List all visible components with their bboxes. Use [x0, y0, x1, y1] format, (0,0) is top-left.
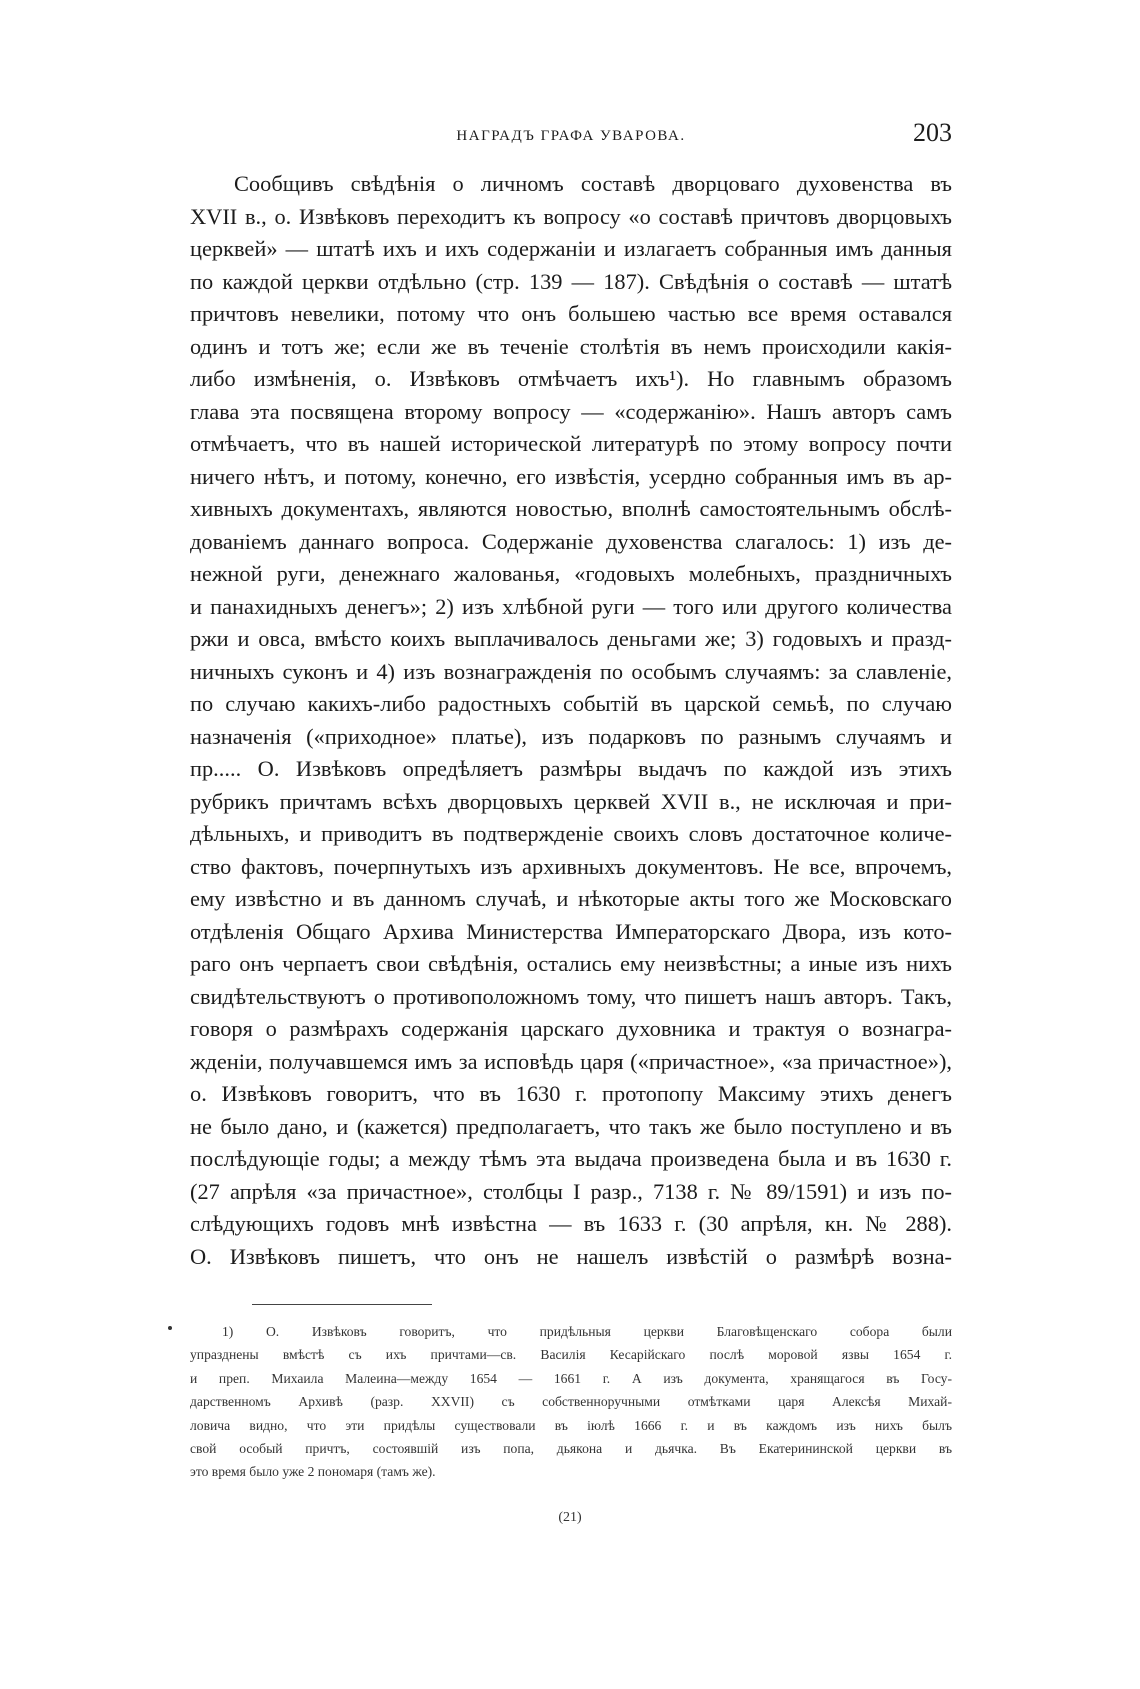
page-number: 203 — [913, 118, 952, 147]
body-line: (27 апрѣля «за причастное», столбцы І разр., 7138 г. № 89/1591) и изъ по- — [190, 1178, 952, 1204]
body-line: либо измѣненія, о. Извѣковъ отмѣчаетъ ихъ¹). Но главнымъ образомъ — [190, 366, 952, 391]
running-head — [190, 118, 952, 152]
body-line: раго онъ черпаетъ свои свѣдѣнія, остались ему неизвѣстны; а иные изъ нихъ — [190, 951, 952, 976]
body-text — [190, 168, 952, 1273]
running-title: НАГРАДЪ ГРАФА УВАРОВА. — [456, 128, 686, 144]
footnote-line: ловича видно, что эти придѣлы существовали въ іюлѣ 1666 г. и въ каждомъ изъ нихъ былъ — [190, 1417, 952, 1433]
body-line: и панахидныхъ денегъ»; 2) изъ хлѣбной руги — того или другого количества — [190, 593, 952, 619]
body-line: ничего нѣтъ, и потому, конечно, его извѣстія, усердно собранныя имъ въ ар- — [190, 463, 952, 489]
body-line: О. Извѣковъ пишетъ, что онъ не нашелъ извѣстій о размѣрѣ возна- — [190, 1243, 952, 1269]
body-line: о. Извѣковъ говоритъ, что въ 1630 г. протопопу Максиму этихъ денегъ — [190, 1081, 952, 1106]
footnote-line: и преп. Михаила Малеина—между 1654 — 1661 г. А изъ документа, хранящагося въ Госу- — [190, 1370, 952, 1386]
body-line: не было дано, и (кажется) предполагаетъ, что такъ же было поступлено и въ — [190, 1113, 952, 1139]
footnote-line: 1) О. Извѣковъ говоритъ, что придѣльныя церкви Благовѣщенскаго собора были — [222, 1324, 952, 1339]
footnote-line: свой особый причтъ, состоявшій изъ попа, дьякона и дьячка. Въ Екатерининской церкви въ — [190, 1440, 952, 1456]
body-line: отдѣленія Общаго Архива Министерства Императорскаго Двора, изъ кото- — [190, 918, 952, 944]
body-line: свидѣтельствуютъ о противоположномъ тому, что пишетъ нашъ авторъ. Такъ, — [190, 983, 952, 1009]
body-line: церквей» — штатѣ ихъ и ихъ содержаніи и излагаетъ собранныя имъ данныя — [190, 236, 952, 261]
body-line: пр..... О. Извѣковъ опредѣляетъ размѣры выдачъ по каждой изъ этихъ — [190, 756, 952, 781]
body-line: одинъ и тотъ же; если же въ теченіе столѣтія въ немъ происходили какія- — [190, 333, 952, 359]
body-line: ему извѣстно и въ данномъ случаѣ, и нѣкоторые акты того же Московскаго — [190, 886, 952, 911]
printer-signature: (21) — [558, 1510, 582, 1525]
body-line: ничныхъ суконъ и 4) изъ вознагражденія по особымъ случаямъ: за славленіе, — [190, 658, 952, 684]
body-line: Сообщивъ свѣдѣнія о личномъ составѣ дворцоваго духовенства въ — [234, 171, 952, 196]
body-line: говоря о размѣрахъ содержанія царскаго духовника и трактуя о вознагра- — [190, 1016, 952, 1041]
body-line: глава эта посвящена второму вопросу — «содержанію». Нашъ авторъ самъ — [190, 398, 952, 424]
body-line: послѣдующіе годы; а между тѣмъ эта выдача произведена была и въ 1630 г. — [190, 1146, 952, 1171]
body-line: по каждой церкви отдѣльно (стр. 139 — 187). Свѣдѣнія о составѣ — штатѣ — [190, 268, 952, 294]
body-line: рубрикъ причтамъ всѣхъ дворцовыхъ церквей XVII в., не исключая и при- — [190, 788, 952, 814]
footnote-rule — [252, 1304, 432, 1305]
body-line: XVII в., о. Извѣковъ переходитъ къ вопросу «о составѣ причтовъ дворцовыхъ — [190, 203, 952, 229]
body-line: по случаю какихъ-либо радостныхъ событій въ царской семьѣ, по случаю — [190, 691, 952, 716]
body-line: отмѣчаетъ, что въ нашей исторической литературѣ по этому вопросу почти — [190, 431, 952, 456]
body-line: дованіемъ даннаго вопроса. Содержаніе духовенства слагалось: 1) изъ де- — [190, 528, 952, 554]
body-line: нежной руги, денежнаго жалованья, «годовыхъ молебныхъ, праздничныхъ — [190, 561, 952, 586]
body-line: слѣдующихъ годовъ мнѣ извѣстна — въ 1633 г. (30 апрѣля, кн. № 288). — [190, 1211, 952, 1236]
body-line: дѣльныхъ, и приводитъ въ подтвержденіе своихъ словъ достаточное количе- — [190, 821, 952, 846]
body-line: ржи и овса, вмѣсто коихъ выплачивалось деньгами же; 3) годовыхъ и празд- — [190, 626, 952, 651]
body-line: ство фактовъ, почерпнутыхъ изъ архивныхъ документовъ. Не все, впрочемъ, — [190, 853, 952, 879]
footnote-line: дарственномъ Архивѣ (разр. XXVII) съ собственноручными отмѣтками царя Алексѣя Михай- — [190, 1394, 952, 1410]
footnote-line: это время было уже 2 пономаря (тамъ же). — [190, 1464, 436, 1480]
footnote-marker-dot — [168, 1326, 172, 1330]
body-line: жденіи, получавшемся имъ за исповѣдь царя («причастное», «за причастное»), — [190, 1048, 952, 1074]
body-line: назначенія («приходное» платье), изъ подарковъ по разнымъ случаямъ и — [190, 723, 952, 749]
body-line: хивныхъ документахъ, являются новостью, вполнѣ самостоятельнымъ обслѣ- — [190, 496, 952, 521]
footnote-line: упразднены вмѣстѣ съ ихъ причтами—св. Василія Кесарійскаго послѣ моровой язвы 1654 г. — [190, 1347, 952, 1363]
body-line: причтовъ невелики, потому что онъ большею частью все время оставался — [190, 301, 952, 326]
footnote — [190, 1320, 952, 1484]
